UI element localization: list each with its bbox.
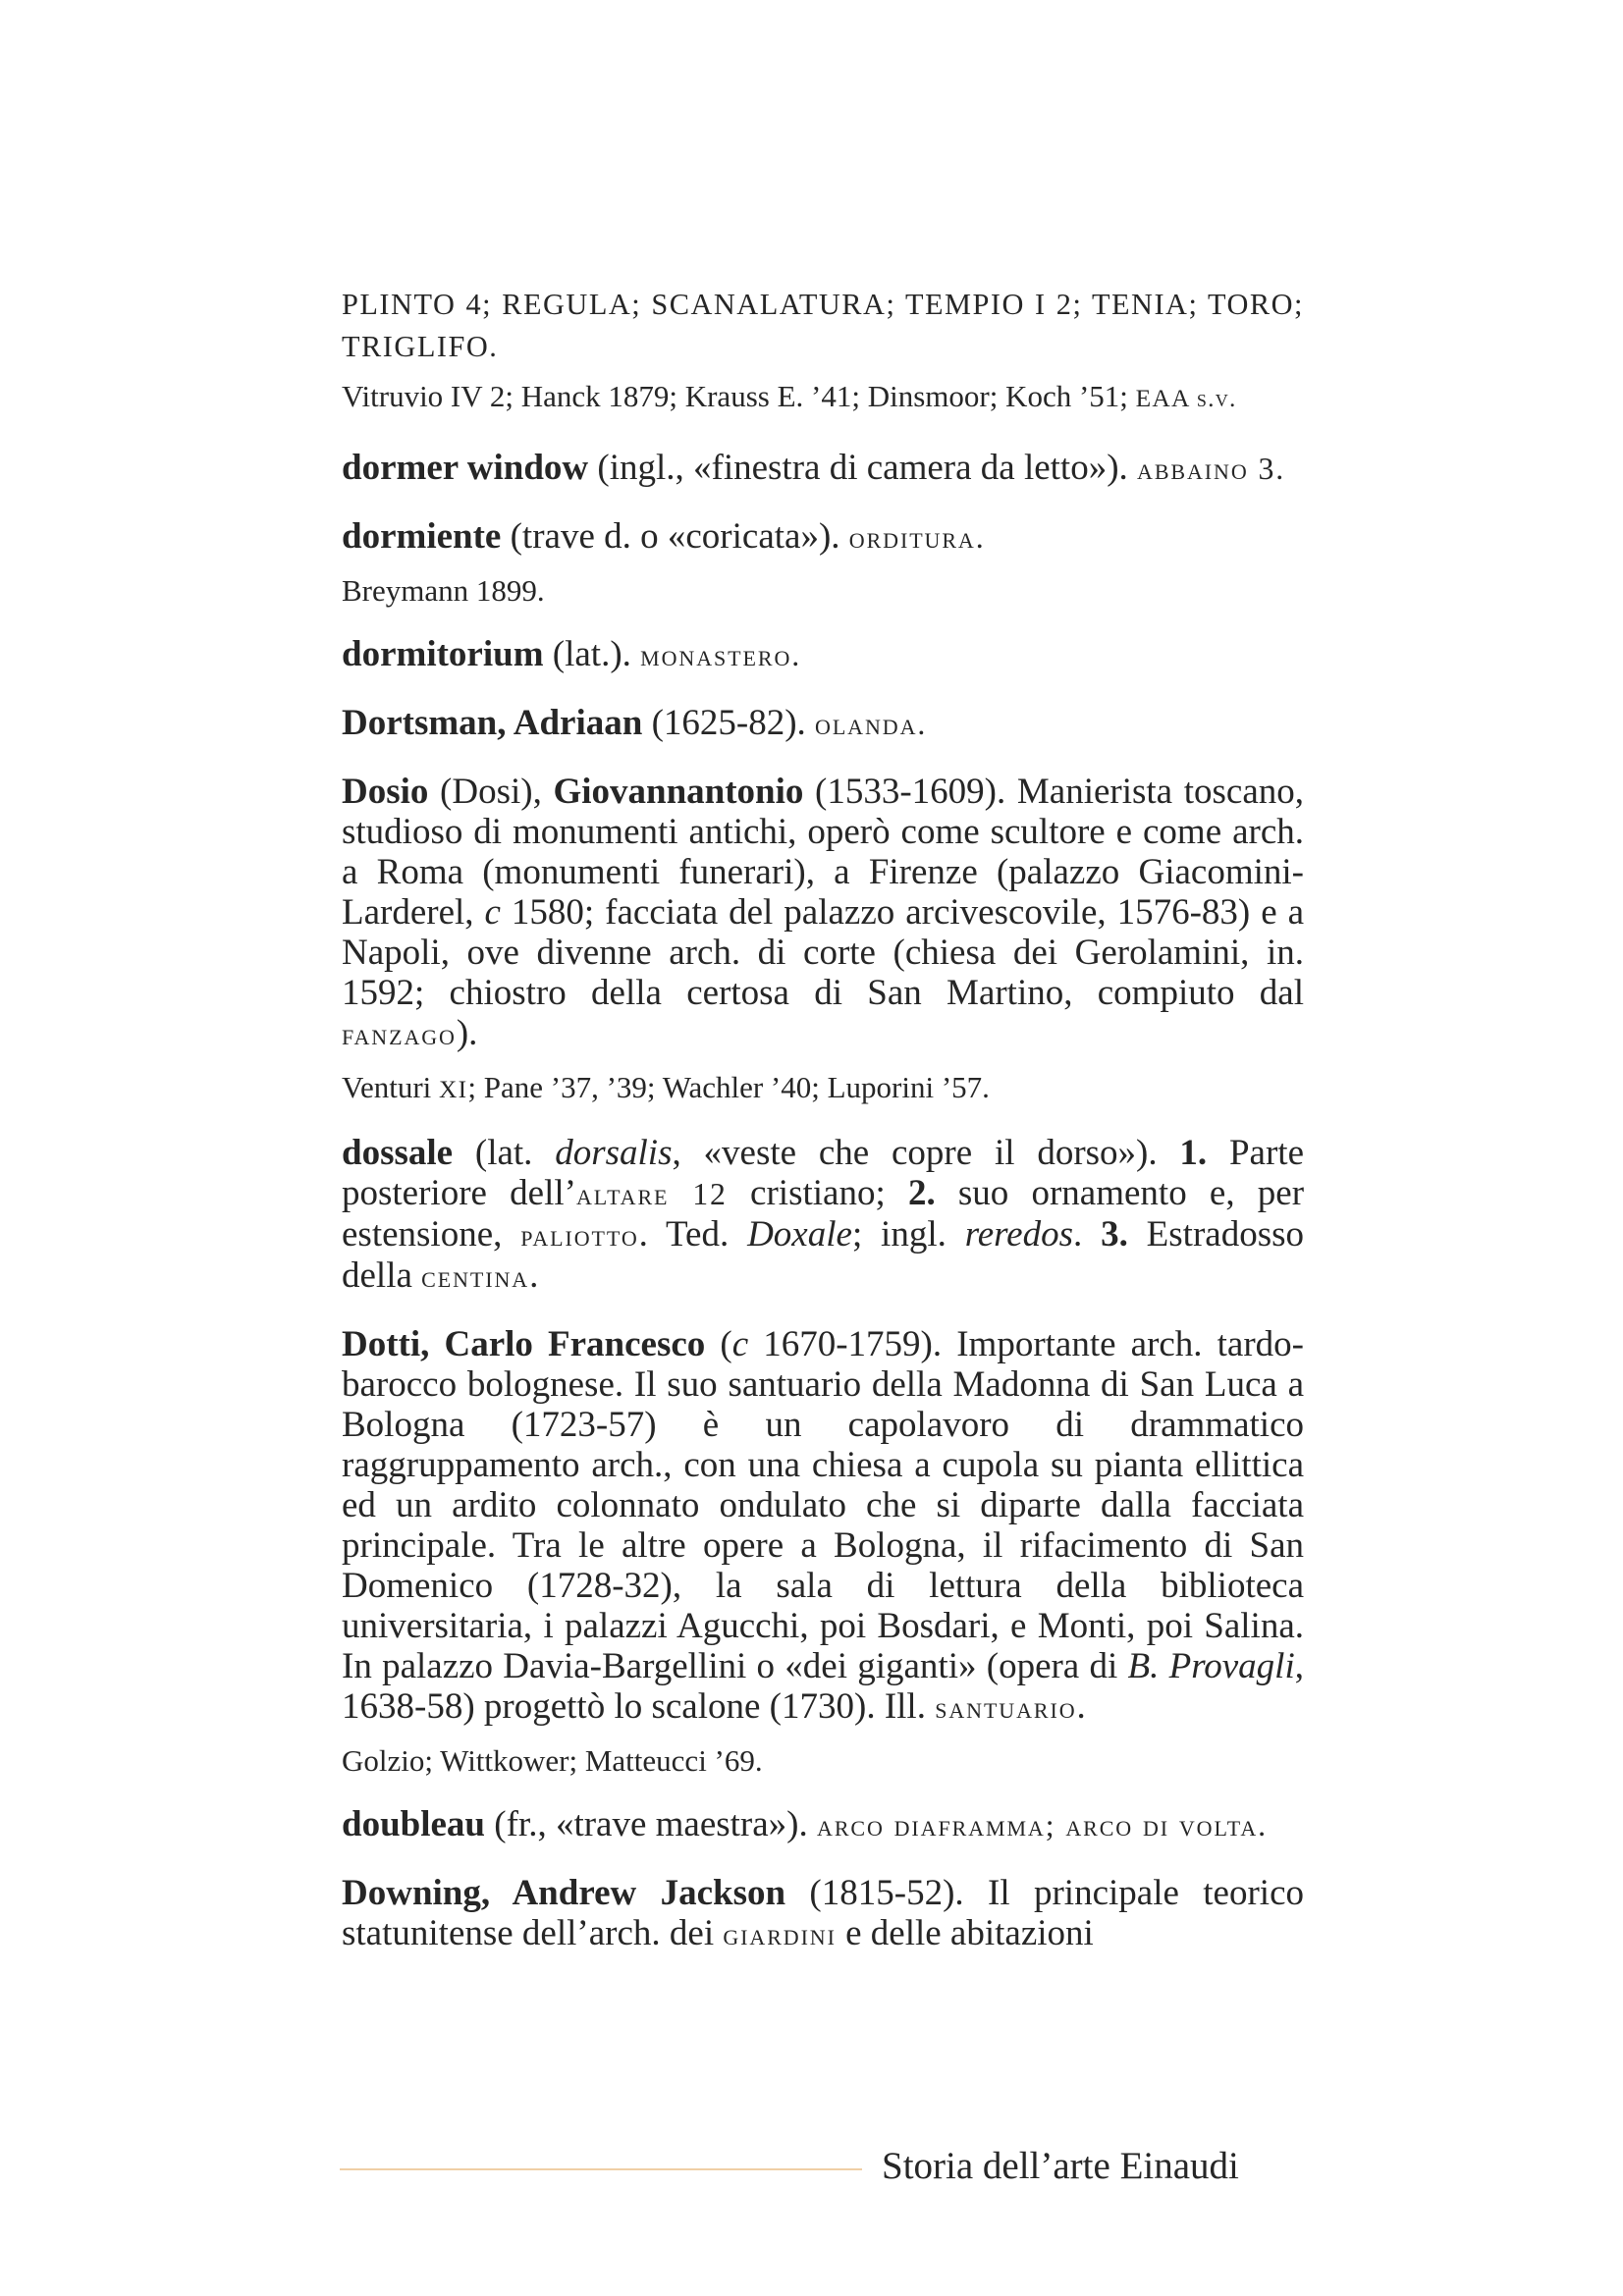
cross-reference-line [342,283,1304,367]
entry-headword: Downing, Andrew Jackson [342,1873,786,1913]
entry-text: , 1638-58) progettò lo scalone (1730). Ill. [342,1646,1304,1727]
entry-text: (lat. [453,1133,556,1173]
cross-reference: paliotto [520,1218,639,1253]
cross-reference: giardini [723,1917,837,1951]
cross-reference: santuario [935,1690,1077,1725]
entry-italic: B. Provagli [1127,1646,1295,1686]
cross-references: PLINTO 4; REGULA; SCANALATURA; TEMPIO I 2; TENIA; TORO; TRIGLIFO. [342,288,1304,363]
entry-dormitorium [342,634,1304,675]
sense-number: 2. [907,1173,936,1213]
entry-dotti [342,1324,1304,1728]
entry-text: Estradosso della [342,1214,1305,1296]
entry-text: (trave d. o «coricata»). [501,516,849,557]
bibliography-text: ; Pane ’37, ’39; Wachler ’40; Luporini ’57. [467,1070,990,1104]
entry-text: (ingl., «finestra di camera da letto»). [588,448,1138,488]
entry-doubleau [342,1804,1304,1845]
cross-reference: fanzago [342,1017,457,1051]
entry-text: (1625-82). [642,703,816,743]
bibliography-abbrev: XI [439,1076,468,1103]
bibliography: Breymann 1899. [342,573,545,608]
bibliography-text: Vitruvio IV 2; Hanck 1879; Krauss E. ’41; Dinsmoor; Koch ’51; [342,379,1128,413]
entry-text: (Dosi), [428,772,554,812]
entry-dosio [342,772,1304,1054]
entry-text: . [1076,1686,1086,1727]
footer-rule [340,2168,862,2170]
entry-headword: dormer window [342,448,589,488]
bibliography [342,377,1304,418]
entry-text: (1533-1609). Manierista toscano, studioso di monumenti antichi, operò come scultore e come arch. a Roma (monumenti funerari), a Firenze (palazzo Giacomini-Larderel, [342,772,1304,933]
cross-reference: centina [421,1259,530,1294]
entry-text: ). [456,1013,478,1053]
entry-headword: dormiente [342,516,502,557]
entry-text: ; ingl. [851,1214,965,1255]
entry-italic: reredos [964,1214,1073,1255]
footer-title: Storia dell’arte Einaudi [882,2145,1239,2187]
cross-reference: orditura. [848,520,986,555]
entry-headword: dossale [342,1133,454,1173]
entry-text: 1670-1759). Importante arch. tardo-barocco bolognese. Il suo santuario della Madonna di San Luca a Bologna (1723-57) è un capolavoro di drammatico raggruppamento arch., con una chiesa a cupola su pianta ellittica ed un ardito colonnato ondulato che si diparte dalla facciata principale. Tra le altre opere a Bologna, il rifacimento di San Domenico (1728-32), la sala di lettura della biblioteca universitaria, i palazzi Agucchi, poi Bosdari, e Monti, poi Salina. In palazzo Davia-Bargellini o «dei giganti» (opera di [342,1324,1304,1686]
entry-text: (fr., «trave maestra»). [485,1804,818,1844]
cross-reference: arco diaframma; arco di volta. [817,1808,1269,1842]
entry-text: . [529,1255,539,1296]
dictionary-text [342,283,1304,1982]
entry-headword-given-name: Giovannantonio [553,772,804,812]
entry-text: (1815-52). Il principale teorico statunitense dell’arch. dei [342,1873,1304,1953]
entry-italic: Doxale [747,1214,852,1255]
cross-reference: monastero. [640,638,802,672]
entry-text: ( [705,1324,732,1364]
sense-number: 1. [1179,1133,1208,1173]
cross-reference: altare 12 [575,1177,728,1211]
entry-text: , «veste che copre il dorso»). [672,1133,1180,1173]
entry-text: Parte posteriore dell’ [342,1133,1304,1213]
entry-headword: dormitorium [342,634,544,674]
sense-number: 3. [1101,1214,1128,1255]
entry-text: (lat.). [543,634,641,674]
entry-text: . Ted. [638,1214,748,1255]
bibliography [342,1068,1304,1109]
entry-headword: Dosio [342,772,429,812]
entry-italic: dorsalis [555,1133,673,1173]
bibliography: Golzio; Wittkower; Matteucci ’69. [342,1743,763,1778]
entry-text: 1580; facciata del palazzo arcivescovile, 1576-83) e a Napoli, ove divenne arch. di corte (chiesa dei Gerolamini, in. 1592; chiostro della certosa di San Martino, compiuto dal [342,892,1305,1013]
entry-italic: c [484,892,501,933]
entry-dormiente [342,516,1304,558]
entry-text: . [1073,1214,1102,1255]
entry-dortsman [342,703,1304,744]
bibliography-text: Venturi [342,1070,440,1104]
cross-reference: abbaino 3. [1137,452,1286,486]
entry-italic: c [731,1324,749,1364]
cross-reference: olanda. [815,707,928,741]
entry-text: suo ornamento e, per estensione, [342,1173,1305,1255]
entry-headword: Dortsman, Adriaan [342,703,643,743]
entry-text: cristiano; [727,1173,908,1213]
bibliography-abbrev: EAA s.v. [1135,385,1237,412]
entry-dossale [342,1133,1304,1297]
entry-text: e delle abitazioni [836,1913,1094,1953]
entry-headword: Dotti, Carlo Francesco [342,1324,706,1364]
entry-headword: doubleau [342,1804,486,1844]
entry-dormer-window [342,448,1304,489]
entry-downing [342,1873,1304,1954]
